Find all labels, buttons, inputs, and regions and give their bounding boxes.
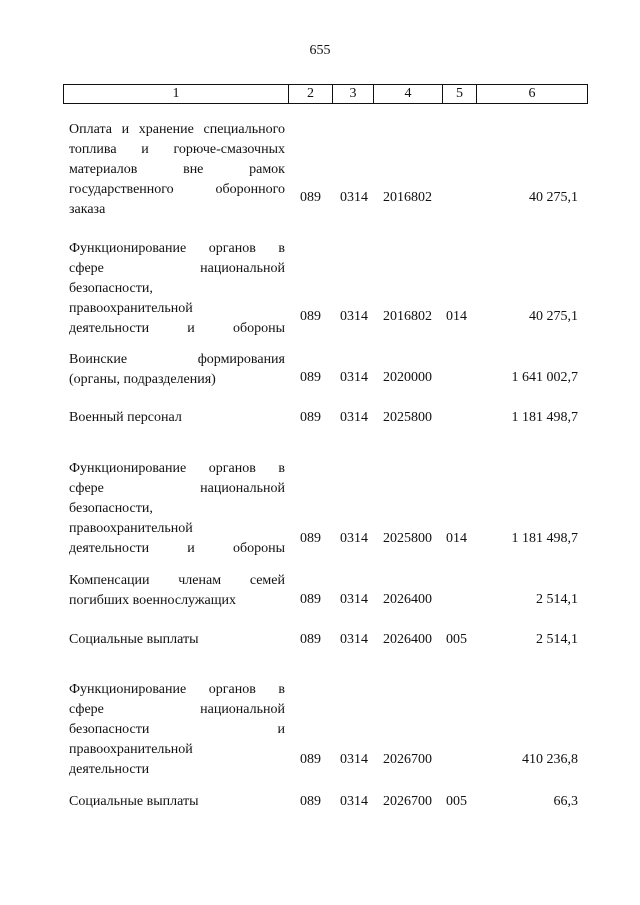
description-line: Военный персонал xyxy=(69,410,182,425)
row-description xyxy=(69,350,285,390)
cell-col-5: 005 xyxy=(446,794,467,809)
description-line: деятельности и обороны xyxy=(69,321,285,336)
cell-col-6: 1 641 002,7 xyxy=(511,370,578,385)
description-line: Оплата и хранение специального xyxy=(69,122,285,137)
cell-col-3: 0314 xyxy=(340,794,368,809)
cell-col-4: 2026700 xyxy=(383,752,432,767)
description-line: заказа xyxy=(69,202,106,217)
row-description xyxy=(69,630,285,650)
cell-col-2: 089 xyxy=(300,632,321,647)
description-line: сфере национальной xyxy=(69,481,285,496)
description-line: Компенсации членам семей xyxy=(69,573,285,588)
description-line: Социальные выплаты xyxy=(69,632,199,647)
header-col-1: 1 xyxy=(64,85,289,104)
description-line: деятельности и обороны xyxy=(69,541,285,556)
cell-col-6: 1 181 498,7 xyxy=(511,531,578,546)
cell-col-3: 0314 xyxy=(340,190,368,205)
header-col-6: 6 xyxy=(477,85,588,104)
row-description xyxy=(69,680,285,780)
description-line: безопасности и xyxy=(69,722,285,737)
description-line: правоохранительной xyxy=(69,742,193,757)
cell-col-4: 2026400 xyxy=(383,632,432,647)
cell-col-4: 2026700 xyxy=(383,794,432,809)
description-line: безопасности, xyxy=(69,281,153,296)
cell-col-2: 089 xyxy=(300,592,321,607)
cell-col-5: 014 xyxy=(446,531,467,546)
cell-col-3: 0314 xyxy=(340,632,368,647)
cell-col-2: 089 xyxy=(300,531,321,546)
description-line: Функционирование органов в xyxy=(69,241,285,256)
description-line: Воинские формирования xyxy=(69,352,285,367)
description-line: Функционирование органов в xyxy=(69,682,285,697)
page-number: 655 xyxy=(309,43,331,58)
column-header-table xyxy=(63,84,588,104)
cell-col-6: 40 275,1 xyxy=(529,309,578,324)
cell-col-3: 0314 xyxy=(340,309,368,324)
description-line: материалов вне рамок xyxy=(69,162,285,177)
cell-col-4: 2020000 xyxy=(383,370,432,385)
cell-col-4: 2025800 xyxy=(383,410,432,425)
cell-col-4: 2016802 xyxy=(383,190,432,205)
cell-col-6: 66,3 xyxy=(553,794,578,809)
cell-col-6: 40 275,1 xyxy=(529,190,578,205)
cell-col-5: 005 xyxy=(446,632,467,647)
cell-col-3: 0314 xyxy=(340,752,368,767)
header-col-5: 5 xyxy=(443,85,477,104)
row-description xyxy=(69,120,285,220)
cell-col-3: 0314 xyxy=(340,531,368,546)
cell-col-6: 2 514,1 xyxy=(536,592,578,607)
description-line: Социальные выплаты xyxy=(69,794,199,809)
cell-col-3: 0314 xyxy=(340,410,368,425)
cell-col-3: 0314 xyxy=(340,592,368,607)
cell-col-2: 089 xyxy=(300,190,321,205)
header-col-2: 2 xyxy=(289,85,333,104)
description-line: правоохранительной xyxy=(69,301,193,316)
cell-col-2: 089 xyxy=(300,752,321,767)
description-line: погибших военнослужащих xyxy=(69,593,237,608)
description-line: сфере национальной xyxy=(69,702,285,717)
header-col-4: 4 xyxy=(374,85,443,104)
cell-col-2: 089 xyxy=(300,370,321,385)
description-line: правоохранительной xyxy=(69,521,193,536)
cell-col-2: 089 xyxy=(300,794,321,809)
header-col-3: 3 xyxy=(333,85,374,104)
cell-col-4: 2025800 xyxy=(383,531,432,546)
description-line: Функционирование органов в xyxy=(69,461,285,476)
description-line: (органы, подразделения) xyxy=(69,372,216,387)
row-description xyxy=(69,459,285,559)
cell-col-2: 089 xyxy=(300,309,321,324)
cell-col-5: 014 xyxy=(446,309,467,324)
cell-col-6: 2 514,1 xyxy=(536,632,578,647)
row-description xyxy=(69,571,285,611)
cell-col-6: 1 181 498,7 xyxy=(511,410,578,425)
row-description xyxy=(69,792,285,812)
row-description xyxy=(69,239,285,339)
description-line: безопасности, xyxy=(69,501,153,516)
cell-col-4: 2026400 xyxy=(383,592,432,607)
description-line: сфере национальной xyxy=(69,261,285,276)
cell-col-2: 089 xyxy=(300,410,321,425)
row-description xyxy=(69,408,285,428)
description-line: топлива и горюче-смазочных xyxy=(69,142,285,157)
cell-col-3: 0314 xyxy=(340,370,368,385)
cell-col-4: 2016802 xyxy=(383,309,432,324)
cell-col-6: 410 236,8 xyxy=(522,752,578,767)
description-line: государственного оборонного xyxy=(69,182,285,197)
description-line: деятельности xyxy=(69,762,150,777)
